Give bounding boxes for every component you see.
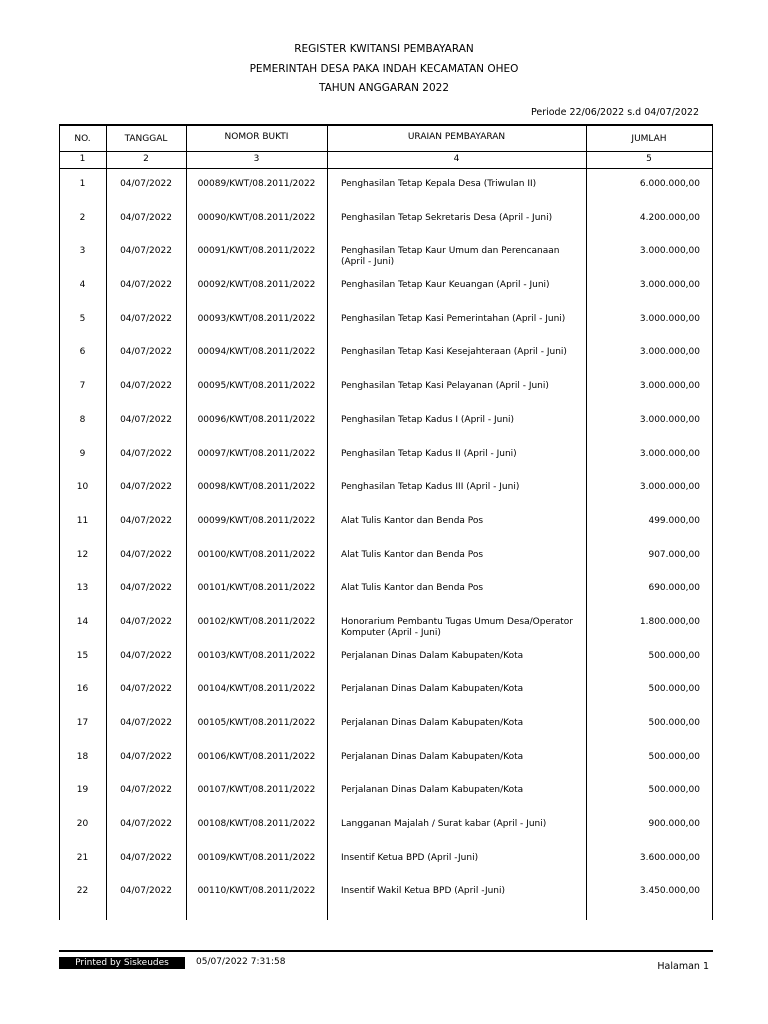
row-amount: 3.000.000,00 [639,313,700,324]
row-description: Penghasilan Tetap Kepala Desa (Triwulan II) [341,179,537,189]
report-subtitle: PEMERINTAH DESA PAKA INDAH KECAMATAN OHEO [249,63,519,75]
row-no: 2 [79,212,86,223]
row-no: 13 [76,583,89,594]
row-description: Alat Tulis Kantor dan Benda Pos [341,583,484,594]
row-date: 04/07/2022 [120,313,172,324]
col-number: 5 [646,154,652,164]
row-amount: 690.000,00 [648,583,700,594]
row-date: 04/07/2022 [120,886,172,897]
row-description: Penghasilan Tetap Kaur Keuangan (April - Juni) [341,280,550,291]
row-description: Penghasilan Tetap Kasi Pemerintahan (April - Juni) [341,313,566,324]
row-no: 8 [79,414,86,425]
row-amount: 3.450.000,00 [639,886,700,897]
col-header-uraian: URAIAN PEMBAYARAN [407,132,506,142]
row-receipt-number: 00110/KWT/08.2011/2022 [197,886,316,897]
row-no: 12 [76,549,89,560]
row-no: 14 [76,616,89,627]
row-description: Perjalanan Dinas Dalam Kabupaten/Kota [341,684,524,695]
table-row [59,340,713,374]
row-no: 15 [76,650,89,661]
table-body [59,172,713,913]
row-no: 19 [76,785,89,796]
col-number: 1 [79,154,86,164]
row-no: 5 [79,313,86,324]
table-row [59,172,713,206]
row-amount: 6.000.000,00 [639,179,700,189]
row-receipt-number: 00093/KWT/08.2011/2022 [197,313,316,324]
table-row [59,239,713,273]
row-date: 04/07/2022 [120,785,172,796]
row-amount: 500.000,00 [648,650,700,661]
row-receipt-number: 00096/KWT/08.2011/2022 [197,414,316,425]
row-no: 16 [76,684,89,695]
row-description: Alat Tulis Kantor dan Benda Pos [341,515,484,526]
row-description: Penghasilan Tetap Kadus I (April - Juni) [341,414,515,425]
row-receipt-number: 00091/KWT/08.2011/2022 [197,246,316,257]
print-timestamp: 05/07/2022 7:31:58 [196,957,286,967]
row-receipt-number: 00094/KWT/08.2011/2022 [197,347,316,358]
row-receipt-number: 00108/KWT/08.2011/2022 [197,819,316,830]
row-receipt-number: 00106/KWT/08.2011/2022 [197,751,316,762]
row-receipt-number: 00095/KWT/08.2011/2022 [197,381,316,392]
row-amount: 3.000.000,00 [639,347,700,358]
row-amount: 500.000,00 [648,684,700,695]
row-amount: 3.000.000,00 [639,381,700,392]
report-year: TAHUN ANGGARAN 2022 [318,82,449,94]
receipt-register-table [59,124,713,920]
row-description: Penghasilan Tetap Kaur Umum dan Perencanaan (April - Juni) [341,246,560,268]
row-receipt-number: 00103/KWT/08.2011/2022 [197,650,316,661]
row-description: Langganan Majalah / Surat kabar (April - Juni) [341,819,547,830]
row-receipt-number: 00104/KWT/08.2011/2022 [197,684,316,695]
row-date: 04/07/2022 [120,616,172,627]
row-no: 17 [76,718,89,728]
row-amount: 3.000.000,00 [639,414,700,425]
col-number: 3 [253,154,260,164]
table-row [59,711,713,745]
row-description: Insentif Ketua BPD (April -Juni) [341,852,479,863]
report-title: REGISTER KWITANSI PEMBAYARAN [294,43,474,55]
row-no: 11 [76,515,89,526]
row-receipt-number: 00101/KWT/08.2011/2022 [197,583,316,594]
row-receipt-number: 00089/KWT/08.2011/2022 [197,179,316,189]
row-receipt-number: 00098/KWT/08.2011/2022 [197,482,316,493]
col-header-no: NO. [74,134,91,144]
row-no: 6 [79,347,86,358]
row-date: 04/07/2022 [120,549,172,560]
col-number: 4 [453,154,460,164]
table-row [59,374,713,408]
table-row [59,408,713,442]
row-description: Perjalanan Dinas Dalam Kabupaten/Kota [341,751,524,762]
row-date: 04/07/2022 [120,179,172,189]
period-range: Periode 22/06/2022 s.d 04/07/2022 [530,107,699,118]
row-receipt-number: 00107/KWT/08.2011/2022 [197,785,316,796]
row-date: 04/07/2022 [120,718,172,728]
row-description: Honorarium Pembantu Tugas Umum Desa/Operator Komputer (April - Juni) [341,616,573,638]
printed-by-label: Printed by Siskeudes [59,957,185,969]
table-row [59,475,713,509]
table-row [59,273,713,307]
header-divider [59,168,713,169]
header-divider [59,151,713,152]
row-amount: 3.000.000,00 [639,482,700,493]
row-description: Perjalanan Dinas Dalam Kabupaten/Kota [341,718,524,728]
table-row [59,644,713,678]
row-receipt-number: 00102/KWT/08.2011/2022 [197,616,316,627]
row-amount: 907.000,00 [648,549,700,560]
row-date: 04/07/2022 [120,650,172,661]
table-row [59,812,713,846]
row-description: Perjalanan Dinas Dalam Kabupaten/Kota [341,650,524,661]
row-date: 04/07/2022 [120,852,172,863]
page-number: Halaman 1 [657,961,709,972]
row-no: 3 [79,246,86,257]
row-receipt-number: 00105/KWT/08.2011/2022 [197,718,316,728]
row-date: 04/07/2022 [120,448,172,459]
table-row [59,509,713,543]
col-header-tanggal: TANGGAL [124,134,168,144]
table-row [59,846,713,880]
row-receipt-number: 00100/KWT/08.2011/2022 [197,549,316,560]
col-header-jumlah: JUMLAH [631,134,667,144]
row-date: 04/07/2022 [120,212,172,223]
row-no: 1 [79,179,86,189]
row-date: 04/07/2022 [120,246,172,257]
row-no: 9 [79,448,86,459]
row-no: 21 [76,852,89,863]
table-row [59,778,713,812]
row-no: 20 [76,819,89,830]
row-amount: 3.600.000,00 [639,852,700,863]
row-receipt-number: 00092/KWT/08.2011/2022 [197,280,316,291]
row-description: Alat Tulis Kantor dan Benda Pos [341,549,484,560]
table-row [59,543,713,577]
table-row [59,442,713,476]
row-no: 18 [76,751,89,762]
row-amount: 500.000,00 [648,751,700,762]
row-amount: 1.800.000,00 [639,616,700,627]
table-row [59,677,713,711]
row-amount: 500.000,00 [648,785,700,796]
row-amount: 4.200.000,00 [639,212,700,223]
row-amount: 900.000,00 [648,819,700,830]
footer-divider [59,950,713,952]
row-no: 22 [76,886,89,897]
table-row [59,206,713,240]
table-row [59,307,713,341]
row-description: Penghasilan Tetap Kasi Pelayanan (April - Juni) [341,381,549,392]
row-no: 4 [79,280,86,291]
row-date: 04/07/2022 [120,819,172,830]
row-receipt-number: 00109/KWT/08.2011/2022 [197,852,316,863]
row-amount: 499.000,00 [648,515,700,526]
col-header-nomor-bukti: NOMOR BUKTI [224,132,289,142]
table-row [59,610,713,644]
row-description: Perjalanan Dinas Dalam Kabupaten/Kota [341,785,524,796]
row-date: 04/07/2022 [120,515,172,526]
row-receipt-number: 00090/KWT/08.2011/2022 [197,212,316,223]
row-amount: 3.000.000,00 [639,280,700,291]
row-date: 04/07/2022 [120,347,172,358]
table-top-border [59,124,713,126]
row-date: 04/07/2022 [120,381,172,392]
row-description: Penghasilan Tetap Kadus III (April - Juni) [341,482,520,493]
row-date: 04/07/2022 [120,280,172,291]
row-date: 04/07/2022 [120,684,172,695]
table-row [59,745,713,779]
row-no: 10 [76,482,89,493]
row-amount: 3.000.000,00 [639,448,700,459]
row-no: 7 [79,381,86,392]
row-amount: 500.000,00 [648,718,700,728]
row-description: Penghasilan Tetap Sekretaris Desa (April - Juni) [341,212,553,223]
row-receipt-number: 00097/KWT/08.2011/2022 [197,448,316,459]
row-date: 04/07/2022 [120,414,172,425]
row-description: Penghasilan Tetap Kadus II (April - Juni) [341,448,517,459]
table-row [59,576,713,610]
row-receipt-number: 00099/KWT/08.2011/2022 [197,515,316,526]
row-description: Penghasilan Tetap Kasi Kesejahteraan (April - Juni) [341,347,567,358]
row-description: Insentif Wakil Ketua BPD (April -Juni) [341,886,506,897]
row-date: 04/07/2022 [120,583,172,594]
row-date: 04/07/2022 [120,751,172,762]
row-amount: 3.000.000,00 [639,246,700,257]
col-number: 2 [143,154,149,164]
row-date: 04/07/2022 [120,482,172,493]
table-row [59,879,713,913]
